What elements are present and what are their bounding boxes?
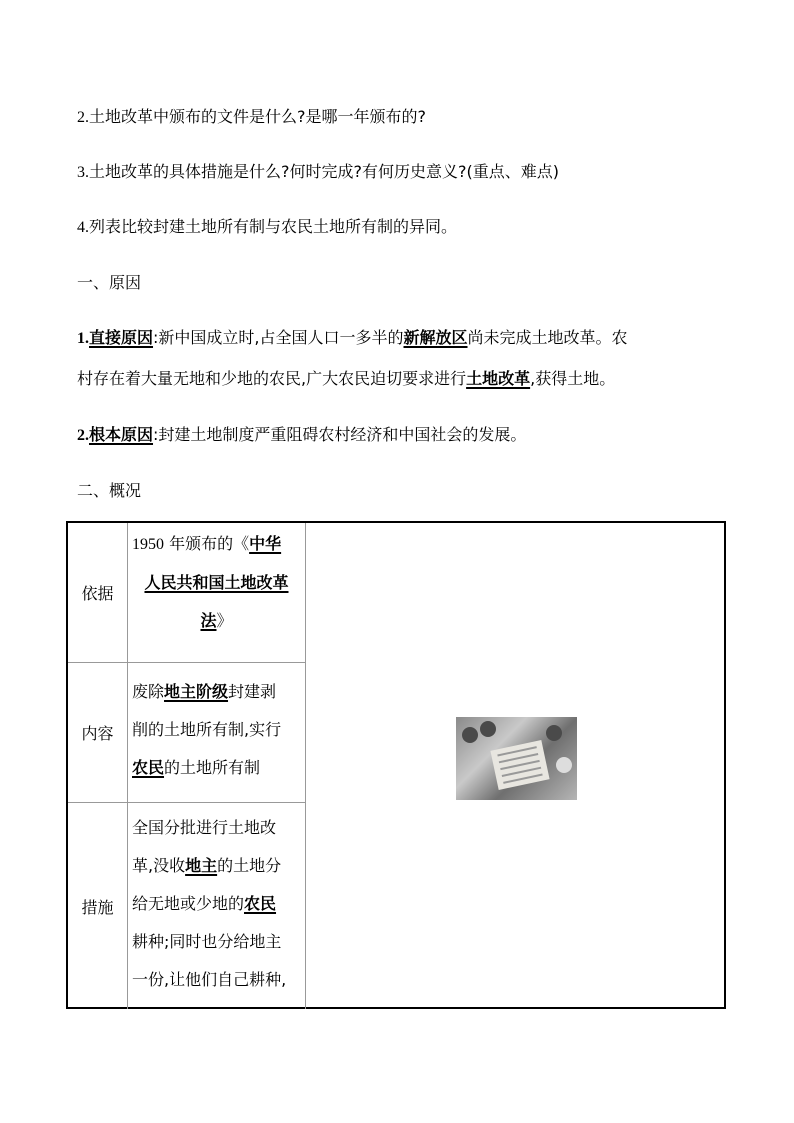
measures-keyword-1: 地主: [185, 856, 218, 875]
content-text-1: 废除: [132, 682, 165, 701]
cause-fundamental-text: :封建土地制度严重阻碍农村经济和中国社会的发展。: [153, 425, 527, 444]
measures-line-4: 耕种;同时也分给地主: [132, 932, 282, 951]
section-heading-causes: 一、原因: [77, 273, 142, 292]
cause-direct-keyword-2: 土地改革: [466, 369, 531, 388]
content-line-3: [132, 749, 301, 787]
cause-direct-text-1: :新中国成立时,占全国人口一多半的: [153, 328, 404, 347]
image-cell: [306, 523, 724, 1007]
section-heading-overview: 二、概况: [77, 481, 142, 500]
measures-line-2: [132, 847, 301, 885]
content-text-3: 的土地所有制: [164, 758, 261, 777]
photo-person-1: [462, 727, 478, 743]
question-3-text: 土地改革的具体措施是什么?何时完成?有何历史意义?(重点、难点): [89, 162, 559, 181]
cause-fundamental-number: 2.: [77, 427, 89, 444]
question-3-number: 3.: [77, 164, 89, 181]
measures-text-3: 的土地分: [217, 856, 282, 875]
row-content-basis: [128, 523, 306, 663]
basis-text-2: 》: [216, 611, 233, 630]
basis-keyword-3: 法: [200, 611, 217, 630]
cause-direct-line-1: [77, 327, 628, 350]
cause-fundamental-label: 根本原因: [89, 425, 154, 444]
row-label-basis: 依据: [68, 523, 128, 663]
content-line-1: [132, 673, 301, 711]
content-text-2: 封建剥: [228, 682, 277, 701]
basis-line-1: [132, 525, 301, 564]
measures-text-4: 给无地或少地的: [132, 894, 245, 913]
measures-text-2: 革,没收: [132, 856, 186, 875]
content-line-2: 削的土地所有制,实行: [132, 720, 282, 739]
basis-line-3: [132, 602, 301, 640]
question-2-number: 2.: [77, 109, 89, 126]
photo-document: [490, 740, 549, 790]
question-3: [77, 161, 559, 184]
content-keyword-2: 农民: [132, 758, 165, 777]
photo-person-2: [480, 721, 496, 737]
basis-text-1: 年颁布的《: [164, 534, 250, 553]
question-4-text: 列表比较封建土地所有制与农民土地所有制的异同。: [89, 217, 458, 236]
cause-direct-text-2: 尚未完成土地改革。农: [467, 328, 628, 347]
cause-fundamental: [77, 424, 526, 447]
cause-direct-number: 1.: [77, 330, 89, 347]
cause-direct-line-2: [77, 368, 615, 390]
overview-table: [66, 521, 726, 1009]
question-2-text: 土地改革中颁布的文件是什么?是哪一年颁布的?: [89, 107, 426, 126]
row-label-measures: 措施: [68, 803, 128, 1009]
cause-direct-label: 直接原因: [89, 328, 154, 347]
photo-person-3: [546, 725, 562, 741]
question-2: [77, 106, 426, 129]
basis-keyword-2: 人民共和国土地改革: [144, 573, 289, 592]
land-reform-photo: [456, 717, 577, 800]
cause-direct-keyword-1: 新解放区: [403, 328, 468, 347]
measures-keyword-2: 农民: [244, 894, 277, 913]
cause-direct-text-4: ,获得土地。: [530, 369, 616, 388]
basis-line-2: [132, 564, 301, 602]
basis-keyword-1: 中华: [249, 534, 282, 553]
row-content-content: [128, 663, 306, 803]
measures-line-5: 一份,让他们自己耕种,: [132, 970, 287, 989]
row-label-content: 内容: [68, 663, 128, 803]
basis-year: 1950: [132, 536, 164, 553]
measures-line-1: 全国分批进行土地改: [132, 818, 277, 837]
photo-person-4: [556, 757, 572, 773]
cause-direct-text-3: 村存在着大量无地和少地的农民,广大农民迫切要求进行: [77, 369, 467, 388]
content-keyword-1: 地主阶级: [164, 682, 229, 701]
row-content-measures: [128, 803, 306, 1009]
question-4-number: 4.: [77, 219, 89, 236]
question-4: [77, 216, 457, 239]
measures-line-3: [132, 885, 301, 923]
